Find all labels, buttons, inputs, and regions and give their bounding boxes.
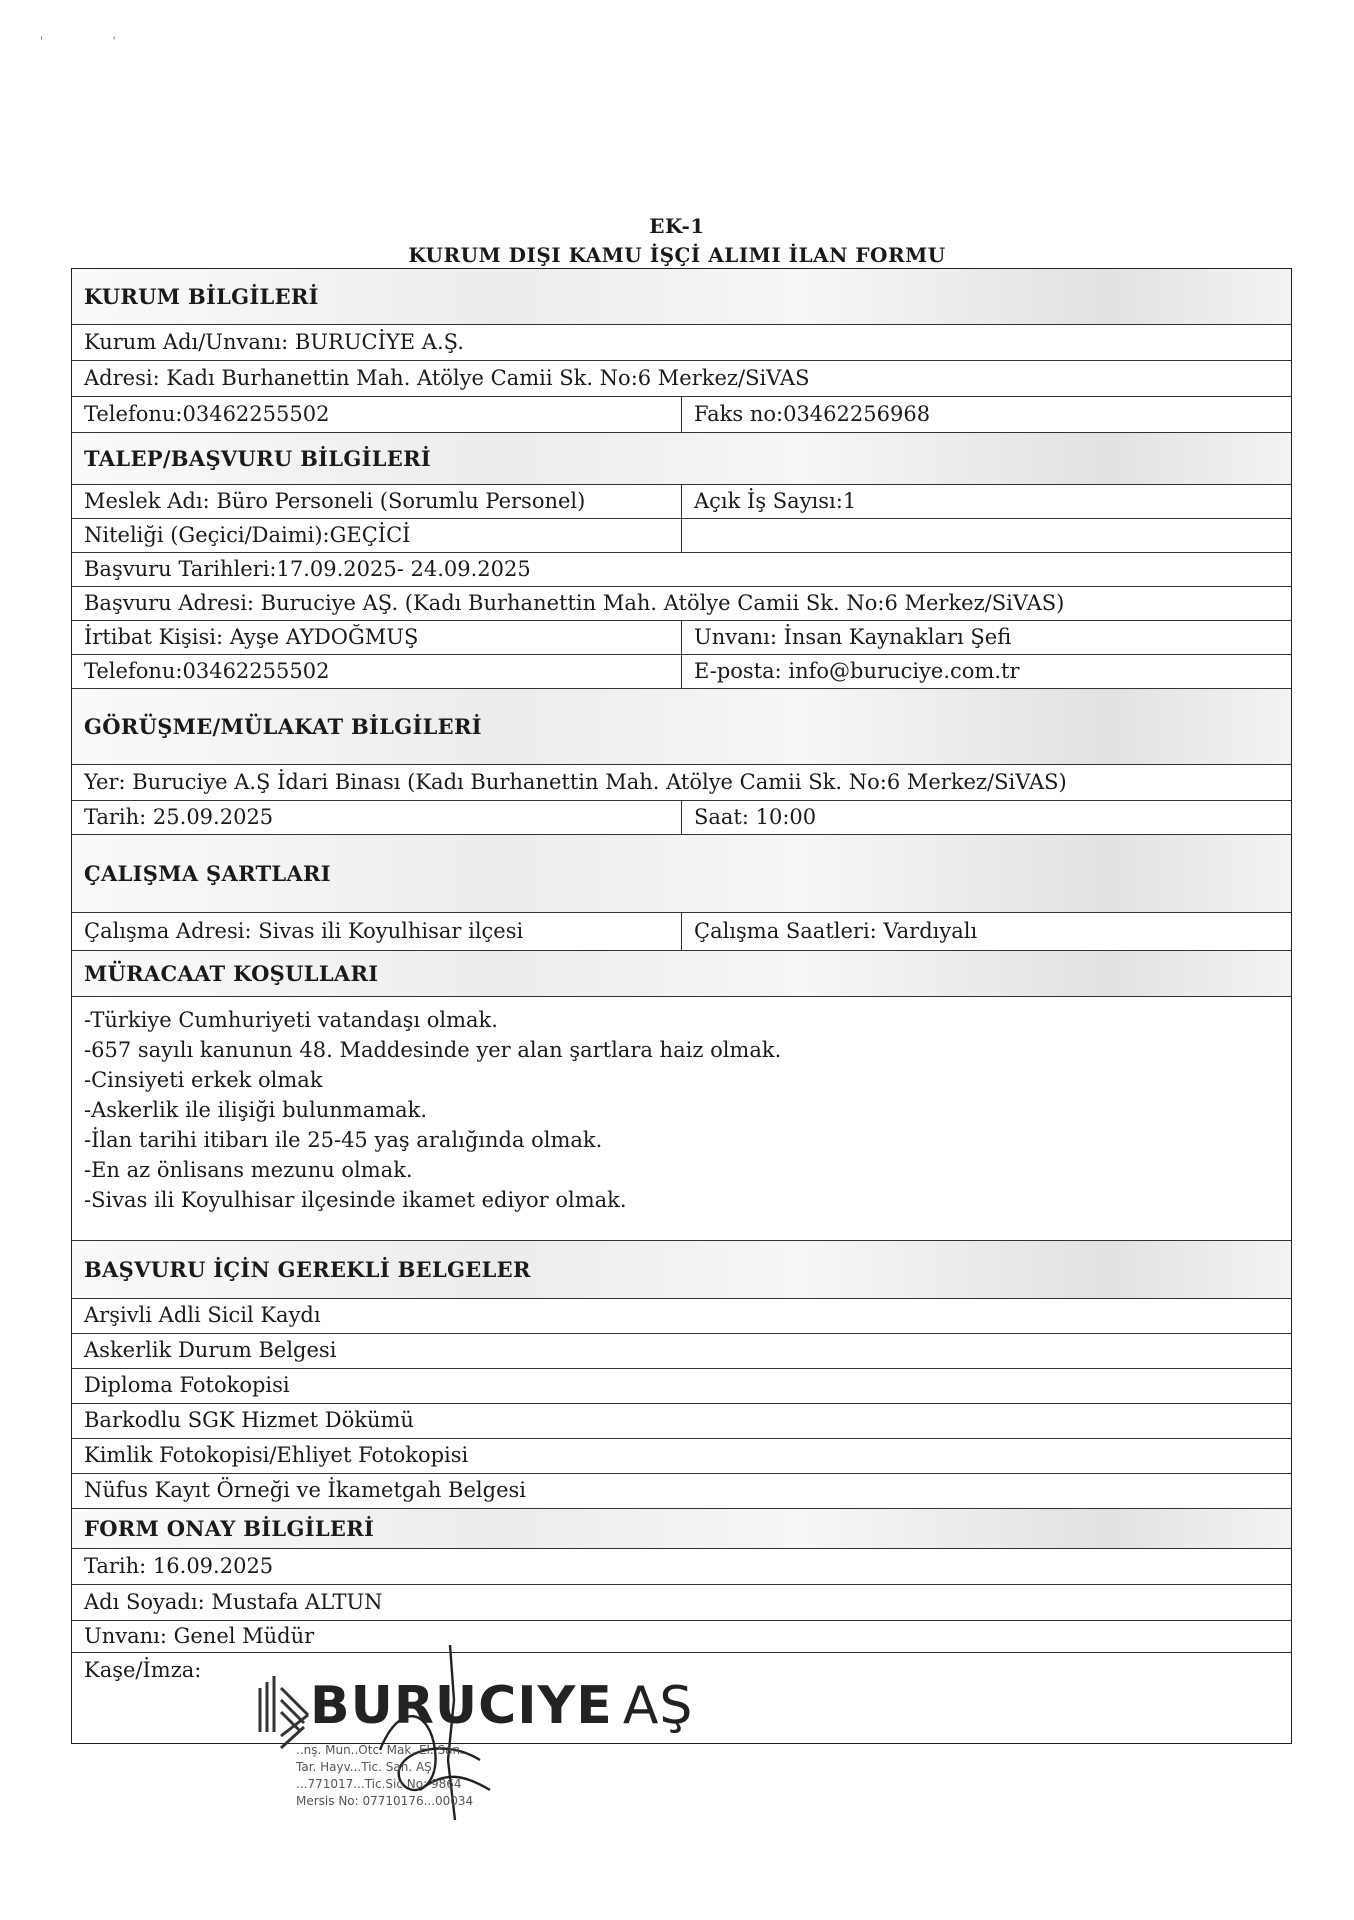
row-belge [72,1299,1291,1334]
stamp-logo [310,1676,693,1736]
row-basvuru-tarihleri [72,553,1291,587]
kurum-adres: Adresi: Kadı Burhanettin Mah. Atölye Camii Sk. No:6 Merkez/SiVAS [84,365,810,390]
gorusme-saat: Saat: 10:00 [694,804,817,829]
irtibat-kisisi: İrtibat Kişisi: Ayşe AYDOĞMUŞ [72,621,682,654]
row-belge [72,1439,1291,1474]
list-item: -İlan tarihi itibarı ile 25-45 yaş aralığında olmak. [84,1128,603,1152]
row-onay-adi [72,1585,1291,1621]
onay-unvan: Unvanı: Genel Müdür [84,1623,315,1648]
row-talep-iletisim [72,655,1291,689]
calisma-saatleri: Çalışma Saatleri: Vardıyalı [694,918,978,943]
scan-mark: ' [40,36,43,47]
onay-tarih: Tarih: 16.09.2025 [84,1553,274,1578]
row-calisma [72,913,1291,951]
talep-eposta: E-posta: info@buruciye.com.tr [694,658,1020,683]
row-kurum-adi [72,325,1291,361]
stamp-line: ...771017...Tic.Sic.No: 9864 [296,1777,462,1791]
irtibat-unvani: Unvanı: İnsan Kaynakları Şefi [694,624,1012,649]
belge-item: Diploma Fotokopisi [84,1373,290,1398]
muracaat-list [72,997,793,1223]
belge-item: Barkodlu SGK Hizmet Dökümü [84,1408,414,1433]
section-title: BAŞVURU İÇİN GEREKLİ BELGELER [84,1256,531,1282]
row-belge [72,1369,1291,1404]
talep-telefon: Telefonu:03462255502 [72,655,682,688]
annex-label: EK-1 [649,214,705,238]
form-title: KURUM DIŞI KAMU İŞÇİ ALIMI İLAN FORMU [408,243,946,267]
stamp-line: Mersis No: 07710176...00034 [296,1794,474,1808]
row-belge [72,1334,1291,1369]
scan-marks [40,36,186,47]
basvuru-adresi: Başvuru Adresi: Buruciye AŞ. (Kadı Burhanettin Mah. Atölye Camii Sk. No:6 Merkez/SiVAS) [84,590,1065,615]
row-muracaat-list [72,997,1291,1241]
belge-item: Askerlik Durum Belgesi [84,1338,337,1363]
row-belge [72,1474,1291,1509]
row-belge [72,1404,1291,1439]
row-kurum-adres [72,361,1291,397]
section-title: MÜRACAAT KOŞULLARI [84,960,379,986]
section-kurum [72,269,1291,325]
stamp-logo-text: BURUCIYE [310,1676,613,1736]
row-nitelik [72,519,1291,553]
acik-is-sayisi: Açık İş Sayısı:1 [694,488,857,513]
row-irtibat [72,621,1291,655]
section-gorusme [72,689,1291,765]
section-title: KURUM BİLGİLERİ [84,283,319,309]
section-talep [72,433,1291,485]
section-calisma [72,835,1291,913]
section-title: GÖRÜŞME/MÜLAKAT BİLGİLERİ [84,713,482,739]
basvuru-tarihleri: Başvuru Tarihleri:17.09.2025- 24.09.2025 [84,556,531,581]
scan-mark: ' [112,36,116,47]
meslek-adi: Meslek Adı: Büro Personeli (Sorumlu Personel) [72,485,682,518]
stamp-logo-suffix: AŞ [622,1676,694,1736]
row-meslek [72,485,1291,519]
row-basvuru-adresi [72,587,1291,621]
stamp-text [296,1742,473,1810]
belge-item: Nüfus Kayıt Örneği ve İkametgah Belgesi [84,1478,526,1503]
row-kurum-iletisim [72,397,1291,433]
kase-imza-label: Kaşe/İmza: [84,1658,202,1683]
list-item: -657 sayılı kanunun 48. Maddesinde yer alan şartlara haiz olmak. [84,1038,782,1062]
calisma-adresi: Çalışma Adresi: Sivas ili Koyulhisar ilçesi [72,913,682,950]
section-belgeler [72,1241,1291,1299]
section-title: TALEP/BAŞVURU BİLGİLERİ [84,445,431,471]
gorusme-tarih: Tarih: 25.09.2025 [72,801,682,834]
kurum-adi: Kurum Adı/Unvanı: BURUCİYE A.Ş. [84,329,464,354]
belge-item: Kimlik Fotokopisi/Ehliyet Fotokopisi [84,1443,469,1468]
section-title: ÇALIŞMA ŞARTLARI [84,860,331,886]
empty-cell [682,519,1291,552]
list-item: -Askerlik ile ilişiği bulunmamak. [84,1098,428,1122]
row-gorusme-yer [72,765,1291,801]
section-muracaat [72,951,1291,997]
row-gorusme-zaman [72,801,1291,835]
kurum-telefon: Telefonu:03462255502 [72,397,682,432]
section-onay [72,1509,1291,1549]
list-item: -En az önlisans mezunu olmak. [84,1158,413,1182]
stamp-line: ..nş. Mun..Otc. Mak. El. San. [296,1743,464,1757]
nitelik: Niteliği (Geçici/Daimi):GEÇİCİ [72,519,682,552]
section-title: FORM ONAY BİLGİLERİ [84,1515,375,1541]
gorusme-yer: Yer: Buruciye A.Ş İdari Binası (Kadı Burhanettin Mah. Atölye Camii Sk. No:6 Merkez/SiVAS) [84,769,1067,794]
stamp-line: Tar. Hayv...Tic. San. AŞ. [296,1760,436,1774]
list-item: -Sivas ili Koyulhisar ilçesinde ikamet ediyor olmak. [84,1188,627,1212]
company-stamp [250,1640,590,1840]
row-onay-tarih [72,1549,1291,1585]
list-item: -Türkiye Cumhuriyeti vatandaşı olmak. [84,1008,498,1032]
stamp-emblem-icon [260,1676,308,1748]
list-item: -Cinsiyeti erkek olmak [84,1068,323,1092]
belge-item: Arşivli Adli Sicil Kaydı [84,1303,321,1328]
announcement-form [71,268,1292,1744]
kurum-faks: Faks no:03462256968 [694,401,931,426]
onay-adi-soyadi: Adı Soyadı: Mustafa ALTUN [84,1589,383,1614]
